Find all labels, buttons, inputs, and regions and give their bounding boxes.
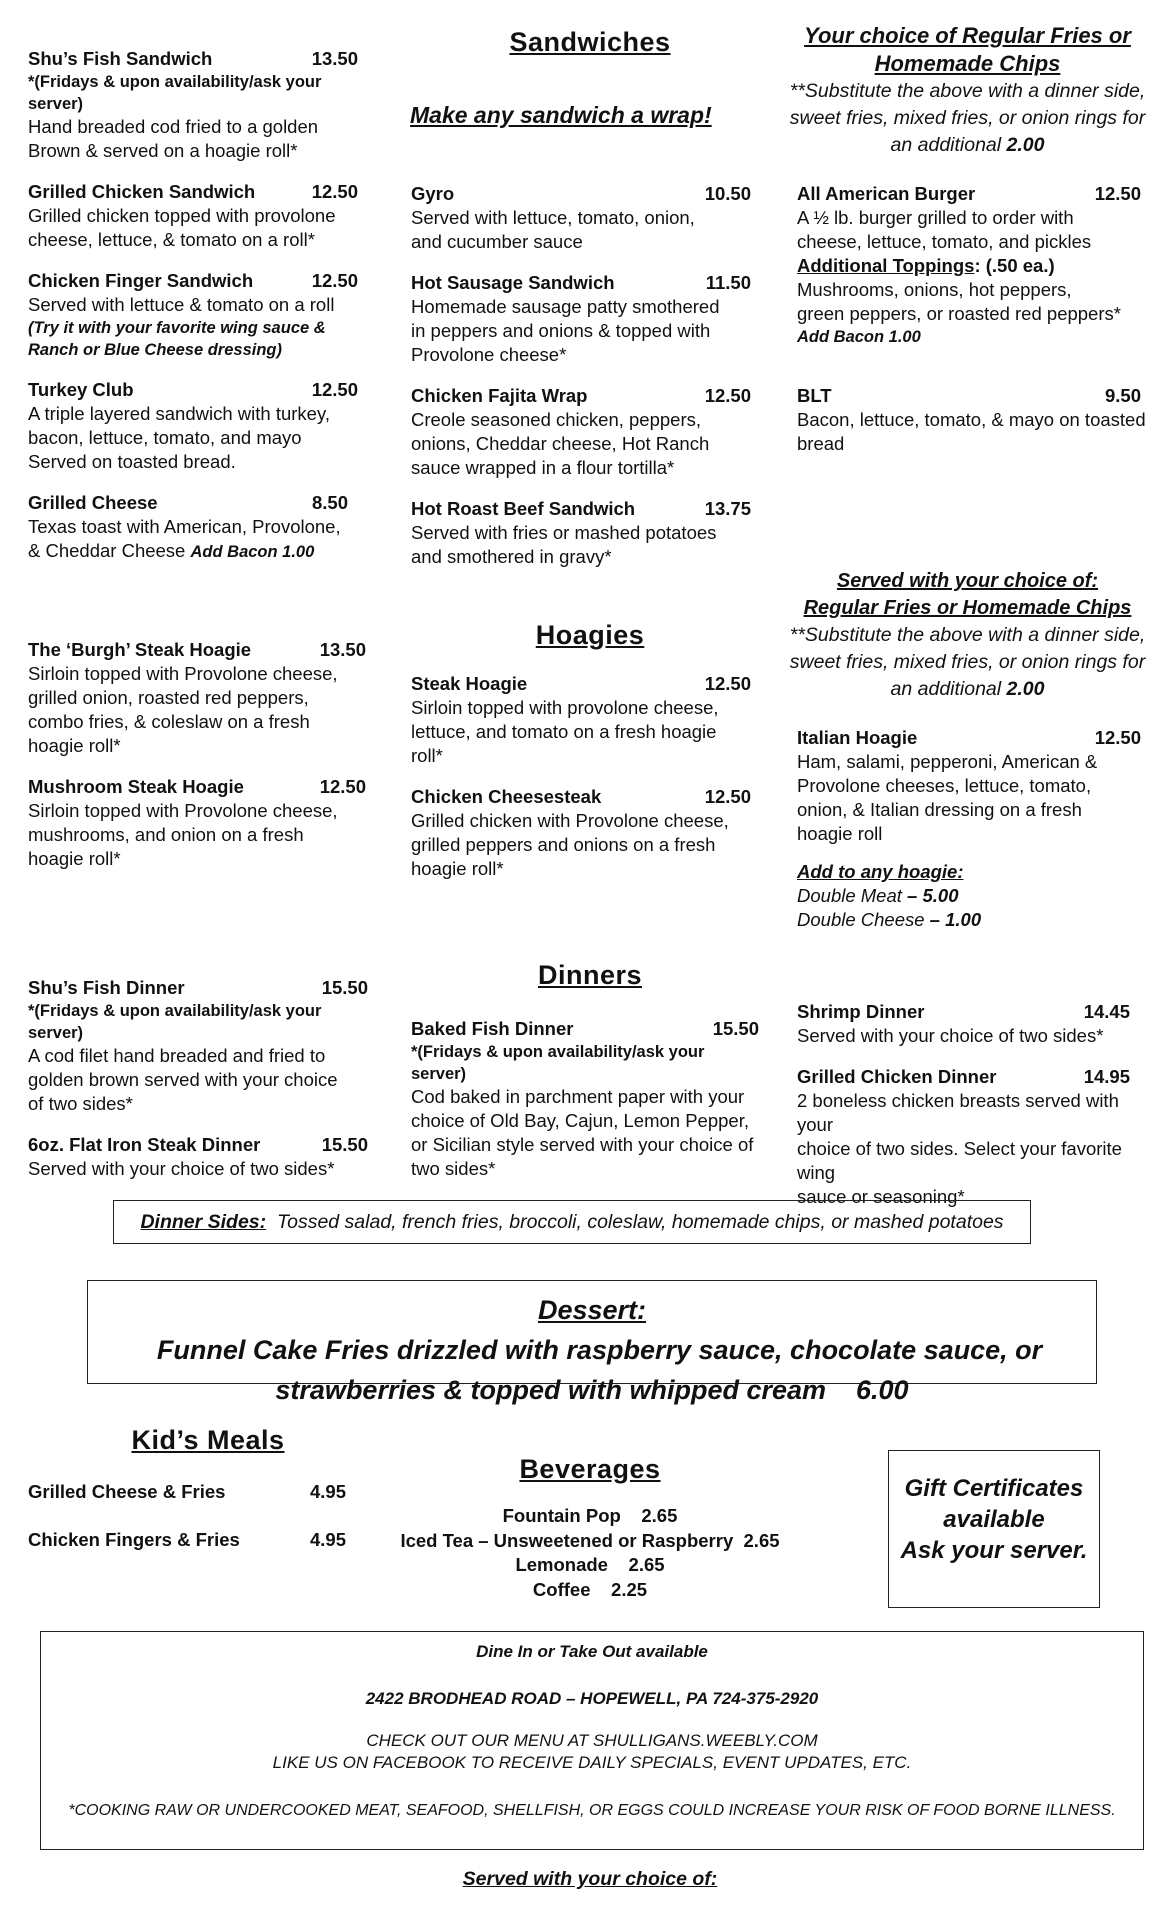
menu-item [28, 1133, 368, 1181]
item-desc: hoagie roll* [28, 735, 121, 756]
item-desc: Texas toast with American, Provolone, [28, 516, 341, 537]
dinner-sides-box [113, 1200, 1031, 1244]
item-desc: choice of two sides. Select your favorite wing [797, 1138, 1122, 1183]
item-name: Shu’s Fish Dinner [28, 977, 185, 998]
item-desc: golden brown served with your choice [28, 1069, 338, 1090]
right-burger-column [797, 182, 1147, 473]
section-heading-hoagies: Hoagies [535, 620, 645, 650]
item-note: (Try it with your favorite wing sauce & [28, 319, 326, 337]
item-desc: grilled onion, roasted red peppers, [28, 687, 309, 708]
item-desc: Served with lettuce & tomato on a roll [28, 294, 335, 315]
item-note: *(Fridays & upon availability/ask your server) [411, 1043, 705, 1083]
section-heading-dinners: Dinners [537, 960, 643, 990]
item-price: 14.45 [1083, 1001, 1130, 1022]
item-desc: hoagie roll [797, 823, 883, 844]
beverage-item: Iced Tea – Unsweetened or Raspberry 2.65 [400, 1529, 780, 1551]
fries-note-body [785, 132, 1150, 159]
item-desc: Sirloin topped with provolone cheese, [411, 697, 719, 718]
item-desc: Served with fries or mashed potatoes [411, 522, 717, 543]
item-desc: 2 boneless chicken breasts served with your [797, 1090, 1119, 1135]
dinner-sides-text: Tossed salad, french fries, broccoli, coleslaw, homemade chips, or mashed potatoes [266, 1210, 1004, 1233]
add-option-price: – 1.00 [929, 909, 982, 930]
item-desc: Brown & served on a hoagie roll* [28, 140, 298, 161]
website-note: CHECK OUT OUR MENU AT SHULLIGANS.WEEBLY.COM [366, 1731, 818, 1750]
mid-sandwich-column [411, 182, 751, 586]
menu-item [28, 378, 358, 474]
menu-item [28, 491, 348, 563]
item-name: Turkey Club [28, 379, 134, 400]
item-desc: Served on toasted bread. [28, 451, 236, 472]
item-desc: grilled peppers and onions on a fresh [411, 834, 716, 855]
menu-item [28, 638, 366, 758]
item-name: Gyro [411, 183, 455, 204]
kids-item [28, 1528, 346, 1552]
beverage-item: Fountain Pop 2.65 [502, 1505, 678, 1526]
menu-item [411, 672, 751, 768]
item-desc: green peppers, or roasted red peppers* [797, 303, 1121, 324]
fries-note-body: sweet fries, mixed fries, or onion rings for [789, 107, 1146, 129]
item-name: All American Burger [797, 183, 976, 204]
fries-note-body: **Substitute the above with a dinner side, [789, 80, 1146, 102]
menu-item [411, 271, 751, 367]
item-name: Chicken Finger Sandwich [28, 270, 254, 291]
item-price: 8.50 [311, 492, 348, 513]
item-desc: Creole seasoned chicken, peppers, [411, 409, 702, 430]
item-desc: Bacon, lettuce, tomato, & mayo on toasted [797, 409, 1146, 430]
item-desc: Sirloin topped with Provolone cheese, [28, 800, 338, 821]
item-price: 12.50 [311, 181, 358, 202]
mid-hoagie-column [411, 672, 751, 898]
menu-item [411, 182, 751, 254]
item-desc: combo fries, & coleslaw on a fresh [28, 711, 310, 732]
item-price: 15.50 [712, 1018, 759, 1039]
dessert-text: Funnel Cake Fries drizzled with raspberry sauce, chocolate sauce, or [141, 1335, 1043, 1365]
section-heading-beverages: Beverages [519, 1454, 661, 1484]
toppings-label: Additional Toppings [797, 255, 975, 276]
item-name: The ‘Burgh’ Steak Hoagie [28, 639, 252, 660]
menu-item [797, 1000, 1152, 1048]
item-name: Hot Roast Beef Sandwich [411, 498, 636, 519]
add-to-hoagie-label: Add to any hoagie: [797, 861, 964, 882]
item-desc [28, 539, 348, 563]
menu-item [797, 384, 1147, 456]
item-desc: Cod baked in parchment paper with your [411, 1086, 745, 1107]
item-note: *(Fridays & upon availability/ask your server) [28, 73, 322, 113]
item-desc: onions, Cheddar cheese, Hot Ranch [411, 433, 710, 454]
menu-item [411, 384, 751, 480]
item-name: Grilled Chicken Sandwich [28, 181, 256, 202]
bottom-cut-note: Served with your choice of: [462, 1868, 718, 1890]
fries-note-body: **Substitute the above with a dinner side, [789, 624, 1146, 646]
item-desc: hoagie roll* [411, 858, 504, 879]
item-desc: or Sicilian style served with your choice of [411, 1134, 754, 1155]
fries-note-price: 2.00 [1006, 678, 1045, 700]
item-desc: mushrooms, and onion on a fresh [28, 824, 304, 845]
item-price: 9.50 [1104, 385, 1141, 406]
item-desc: sauce wrapped in a flour tortilla* [411, 457, 675, 478]
add-option-name: Double Cheese [797, 909, 930, 930]
dessert-label: Dessert: [537, 1295, 647, 1325]
add-option [797, 908, 1147, 932]
item-price: 4.95 [309, 1481, 346, 1502]
menu-item [28, 47, 358, 163]
fries-note-mid [785, 568, 1150, 703]
item-desc: bacon, lettuce, tomato, and mayo [28, 427, 302, 448]
fries-note-body-text: an additional [890, 134, 1007, 156]
item-desc: A ½ lb. burger grilled to order with [797, 207, 1074, 228]
item-desc: and smothered in gravy* [411, 546, 612, 567]
right-dinner-column [797, 1000, 1152, 1226]
item-desc: Mushrooms, onions, hot peppers, [797, 279, 1072, 300]
kids-list [28, 1480, 346, 1552]
item-desc: onion, & Italian dressing on a fresh [797, 799, 1082, 820]
item-price: 12.50 [311, 379, 358, 400]
dessert-box [87, 1280, 1097, 1405]
item-price: 12.50 [704, 385, 751, 406]
info-footer-box [40, 1631, 1144, 1850]
item-name: Shu’s Fish Sandwich [28, 48, 213, 69]
item-name: 6oz. Flat Iron Steak Dinner [28, 1134, 261, 1155]
item-desc: in peppers and onions & topped with [411, 320, 711, 341]
menu-item [411, 785, 751, 881]
item-name: Chicken Fingers & Fries [28, 1529, 240, 1550]
gift-text: Ask your server. [900, 1537, 1088, 1564]
item-name: Italian Hoagie [797, 727, 918, 748]
item-price: 13.50 [319, 639, 366, 660]
item-desc: Hand breaded cod fried to a golden [28, 116, 319, 137]
item-desc: Served with your choice of two sides* [28, 1158, 335, 1179]
dessert-text: strawberries & topped with whipped cream 6.00 [275, 1375, 909, 1405]
item-price: 11.50 [705, 272, 751, 293]
item-name: Mushroom Steak Hoagie [28, 776, 244, 797]
item-name: Grilled Chicken Dinner [797, 1066, 997, 1087]
item-desc: Grilled chicken topped with provolone [28, 205, 336, 226]
item-price: 12.50 [319, 776, 366, 797]
add-option-price: – 5.00 [907, 885, 959, 906]
fries-note-body-text: an additional [890, 678, 1007, 700]
dinner-sides-label: Dinner Sides: [140, 1210, 267, 1233]
address-phone: 2422 BRODHEAD ROAD – HOPEWELL, PA 724-375-2920 [365, 1689, 819, 1708]
item-desc: hoagie roll* [28, 848, 121, 869]
item-price: 12.50 [1094, 727, 1141, 748]
dine-in-note: Dine In or Take Out available [476, 1642, 708, 1661]
item-note: *(Fridays & upon availability/ask your server) [28, 1002, 322, 1042]
item-note: Ranch or Blue Cheese dressing) [28, 341, 282, 359]
fries-note-price: 2.00 [1006, 134, 1045, 156]
item-desc: and cucumber sauce [411, 231, 583, 252]
item-desc: cheese, lettuce, & tomato on a roll* [28, 229, 315, 250]
addon-note: Add Bacon 1.00 [797, 328, 921, 346]
item-desc: bread [797, 433, 845, 454]
item-desc: choice of Old Bay, Cajun, Lemon Pepper, [411, 1110, 749, 1131]
fries-note-title: Regular Fries or Homemade Chips [803, 597, 1132, 619]
item-desc: lettuce, and tomato on a fresh hoagie [411, 721, 717, 742]
item-name: Grilled Cheese & Fries [28, 1481, 226, 1502]
item-name: Hot Sausage Sandwich [411, 272, 615, 293]
dessert-line [88, 1281, 1096, 1370]
item-price: 12.50 [311, 270, 358, 291]
item-desc: sauce or seasoning* [797, 1186, 965, 1207]
item-desc: Grilled chicken with Provolone cheese, [411, 810, 729, 831]
beverage-item: Coffee 2.25 [532, 1578, 648, 1600]
item-desc: cheese, lettuce, tomato, and pickles [797, 231, 1092, 252]
item-price: 13.75 [704, 498, 751, 519]
item-desc: roll* [411, 745, 443, 766]
item-desc: Ham, salami, pepperoni, American & [797, 751, 1098, 772]
item-name: Grilled Cheese [28, 492, 158, 513]
kids-item [28, 1480, 346, 1504]
mid-dinner-column [411, 1017, 759, 1181]
italian-hoagie [797, 726, 1147, 932]
toppings-price: : (.50 ea.) [974, 255, 1055, 276]
menu-item [797, 1065, 1152, 1209]
item-name: BLT [797, 385, 832, 406]
add-option-name: Double Meat [797, 885, 908, 906]
gift-text: available [943, 1506, 1045, 1533]
left-sandwich-column [28, 47, 358, 580]
item-desc: Sirloin topped with Provolone cheese, [28, 663, 338, 684]
fries-note-body: sweet fries, mixed fries, or onion rings for [789, 651, 1146, 673]
item-price: 12.50 [704, 673, 751, 694]
fries-note-title: Homemade Chips [874, 51, 1061, 76]
fries-note-top [785, 22, 1150, 159]
menu-item [28, 269, 358, 361]
item-price: 12.50 [1094, 183, 1141, 204]
item-price: 10.50 [704, 183, 751, 204]
section-heading-kids: Kid’s Meals [131, 1425, 285, 1455]
fries-note-title: Served with your choice of: [836, 570, 1099, 592]
menu-item [28, 180, 358, 252]
wrap-note: Make any sandwich a wrap! [410, 102, 712, 128]
beverage-item: Lemonade 2.65 [515, 1554, 665, 1575]
fries-note-body [785, 676, 1150, 703]
item-price: 15.50 [321, 977, 368, 998]
item-name: Chicken Cheesesteak [411, 786, 602, 807]
gift-certificates-box [888, 1450, 1100, 1608]
item-desc: Homemade sausage patty smothered [411, 296, 720, 317]
item-name: Chicken Fajita Wrap [411, 385, 588, 406]
item-price: 12.50 [704, 786, 751, 807]
item-desc: two sides* [411, 1158, 496, 1179]
gift-text: Gift Certificates [904, 1475, 1084, 1502]
item-price: 14.95 [1083, 1066, 1130, 1087]
add-option [797, 884, 1147, 908]
toppings-line [797, 254, 1147, 278]
item-name: Steak Hoagie [411, 673, 528, 694]
item-desc: A triple layered sandwich with turkey, [28, 403, 330, 424]
item-name: Shrimp Dinner [797, 1001, 925, 1022]
menu-item [797, 182, 1147, 348]
item-price: 4.95 [309, 1529, 346, 1550]
beverage-list [385, 1504, 795, 1602]
left-dinner-column [28, 976, 368, 1198]
left-hoagie-column [28, 638, 366, 888]
item-desc: Provolone cheese* [411, 344, 567, 365]
fries-note-title: Your choice of Regular Fries or [804, 23, 1131, 48]
item-desc-text: & Cheddar Cheese [28, 540, 191, 561]
menu-item [28, 976, 368, 1116]
item-desc: A cod filet hand breaded and fried to [28, 1045, 326, 1066]
menu-item [28, 775, 366, 871]
item-price: 15.50 [321, 1134, 368, 1155]
item-desc: Served with your choice of two sides* [797, 1025, 1104, 1046]
menu-item [411, 497, 751, 569]
food-warning: *COOKING RAW OR UNDERCOOKED MEAT, SEAFOOD, SHELLFISH, OR EGGS COULD INCREASE YOUR RISK OF FOOD BORNE ILLNESS. [68, 1802, 1116, 1819]
item-desc: of two sides* [28, 1093, 133, 1114]
facebook-note: LIKE US ON FACEBOOK TO RECEIVE DAILY SPECIALS, EVENT UPDATES, ETC. [272, 1753, 912, 1772]
item-desc: Served with lettuce, tomato, onion, [411, 207, 695, 228]
item-desc: Provolone cheeses, lettuce, tomato, [797, 775, 1092, 796]
item-name: Baked Fish Dinner [411, 1018, 574, 1039]
addon-note: Add Bacon 1.00 [190, 543, 315, 561]
section-heading-sandwiches: Sandwiches [509, 27, 671, 57]
item-price: 13.50 [311, 48, 358, 69]
